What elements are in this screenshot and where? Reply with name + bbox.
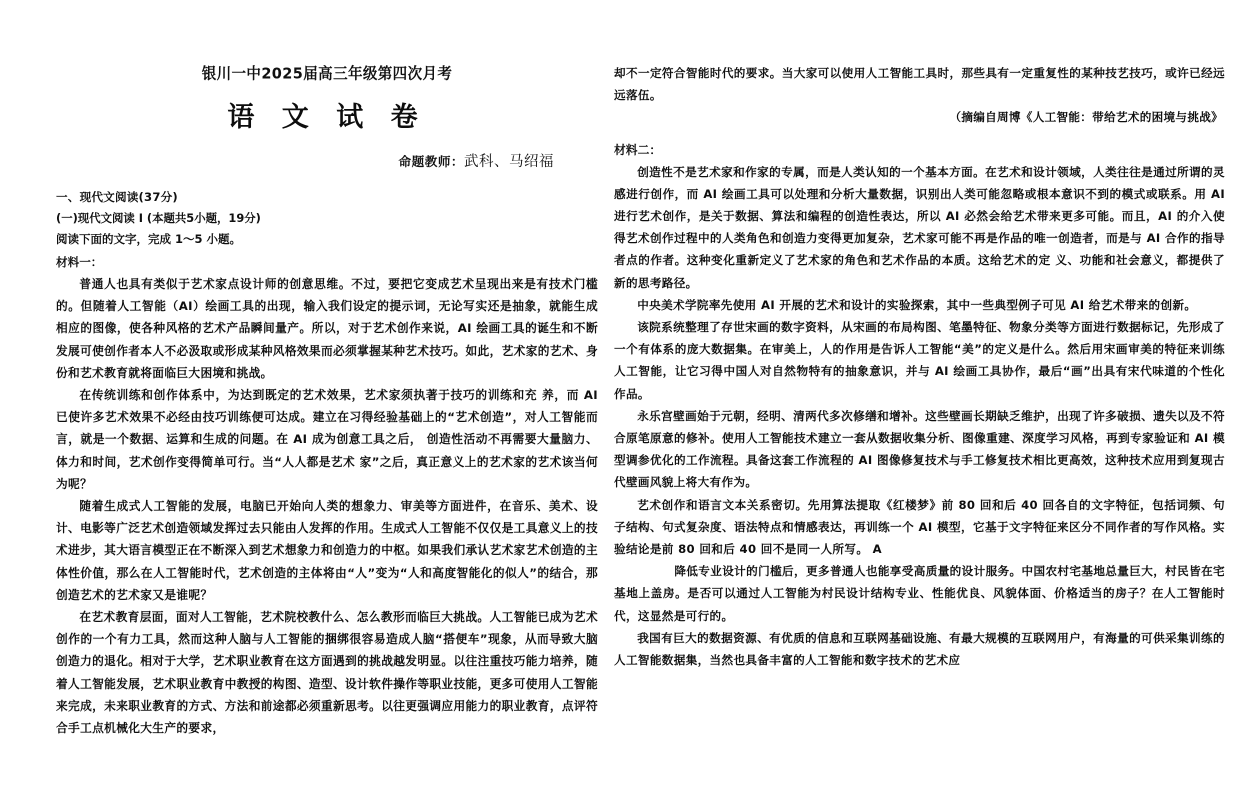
right-column bbox=[612, 0, 1233, 798]
paragraph: 艺术创作和语言文本关系密切。先用算法提取《红楼梦》前 80 回和后 40 回各自的文字特征，包括词频、句子结构、句式复杂度、语法特点和情感表达，再训练一个 AI 模型，它基于文字特征来区分不同作者的写作风格。实验结论是前 80 回和后 40 回不是同一人所写。 A bbox=[614, 497, 1225, 557]
paragraph: 创造性不是艺术家和作家的专属，而是人类认知的一个基本方面。在艺术和设计领域，人类往往是通过所谓的灵感进行创作，而 AI 绘画工具可以处理和分析大量数据，识别出人类可能忽略或根本意识不到的模式或联系。用 AI 进行艺术创作，是关于数据、算法和编程的创造性表达，所以 AI 必然会给艺术带来更多可能。而且，AI 的介入使得艺术创作过程中的人类角色和创造力变得更加复杂，艺术家可能不再是作品的唯一创造者，而是与 AI 合作的指导者点的作者。这种变化重新定义了艺术家的角色和艺术作品的本质。这给艺术的定 义、功能和社会意义，都提供了新的思考路径。 bbox=[614, 164, 1225, 290]
instruction-text: 阅读下面的文字，完成 1～5 小题。 bbox=[56, 232, 242, 246]
paragraph-continuation: 却不一定符合智能时代的要求。当大家可以使用人工智能工具时，那些具有一定重复性的某种技艺技巧，或许已经远远落伍。 bbox=[614, 66, 1225, 103]
paragraph: 永乐宫壁画始于元朝，经明、清两代多次修缮和增补。这些壁画长期缺乏维护，出现了许多破损、遗失以及不符合原笔原意的修补。使用人工智能技术建立一套从数据收集分析、图像重建、深度学习风格，再到专家验证和 AI 模型调参优化的工作流程。具备这套工作流程的 AI 图像修复技术与手工修复技术相比更高效，这种技术应用到复现古代壁画风貌上将大有作为。 bbox=[614, 408, 1225, 490]
teacher-names: 武科、马绍福 bbox=[464, 154, 554, 170]
teacher-label: 命题教师： bbox=[398, 154, 464, 169]
subsection-heading-reading-one: (一)现代文阅读 I (本题共5小题，19分) bbox=[56, 211, 261, 225]
material-one-label: 材料一： bbox=[56, 255, 103, 269]
left-column bbox=[0, 0, 612, 798]
school-exam-line: 银川一中2025届高三年级第四次月考 bbox=[201, 65, 453, 83]
source-citation: （摘编自周博《人工智能：带给艺术的困境与挑战》 bbox=[949, 110, 1223, 125]
paragraph-indented: 降低专业设计的门槛后，更多普通人也能享受高质量的设计服务。中国农村宅基地总量巨大，村民皆在宅基地上盖房。是否可以通过人工智能为村民设计结构专业、性能优良、风貌体面、价格适当的房子？在人工智能时代，这显然是可行的。 bbox=[614, 564, 1225, 623]
material-two-label: 材料二： bbox=[614, 142, 662, 157]
paragraph: 该院系统整理了存世宋画的数字资料，从宋画的布局构图、笔墨特征、物象分类等方面进行数据标记，先形成了一个有体系的庞大数据集。在审美上，人的作用是告诉人工智能“美”的定义是什么。然后用宋画审美的特征来训练人工智能，让它习得中国人对自然物特有的抽象意识，并与 AI 绘画工具协作，最后“画”出具有宋代味道的个性化作品。 bbox=[614, 320, 1225, 401]
page-title: 语 文 试 卷 bbox=[227, 102, 427, 133]
paragraph: 中央美术学院率先使用 AI 开展的艺术和设计的实验探索，其中一些典型例子可见 AI 给艺术带来的创新。 bbox=[637, 297, 1197, 312]
paragraph: 普通人也具有类似于艺术家点设计师的创意思维。不过，要把它变成艺术呈现出来是有技术门槛的。但随着人工智能（AI）绘画工具的出现，输入我们设定的提示词，无论写实还是抽象，就能生成相应的图像，使各种风格的艺术产品瞬间量产。所以，对于艺术创作来说，AI 绘画工具的诞生和不断发展可使创作者本人不必汲取或形成某种风格效果而必须掌握某种艺术技巧。如此，艺术家的艺术、身份和艺术教育就将面临巨大困境和挑战。 bbox=[56, 277, 598, 380]
paragraph-final: 我国有巨大的数据资源、有优质的信息和互联网基础设施、有最大规模的互联网用户，有海量的可供采集训练的人工智能数据集，当然也具备丰富的人工智能和数字技术的艺术应 bbox=[614, 630, 1225, 668]
paragraph: 在传统训练和创作体系中，为达到既定的艺术效果，艺术家须执著于技巧的训练和充 养，而 AI 已使许多艺术效果不必经由技巧训练便可达成。建立在习得经验基础上的“艺术创造”，对人工智能而言，就是一个数据、运算和生成的问题。在 AI 成为创意工具之后， 创造性活动不再需要大量脑力、体力和时间，艺术创作变得简单可行。当“人人都是艺术 家”之后，真正意义上的艺术家的艺术该当何为呢？ bbox=[56, 388, 598, 491]
section-heading-modern-reading: 一、现代文阅读(37分) bbox=[56, 190, 178, 204]
teacher-credit-line bbox=[56, 150, 598, 171]
right-column-body bbox=[614, 0, 1225, 671]
paragraph: 随着生成式人工智能的发展，电脑已开始向人类的想象力、审美等方面进件，在音乐、美术、设计、电影等广泛艺术创造领域发挥过去只能由人发挥的作用。生成式人工智能不仅仅是工具意义上的技术进步，其大语言模型正在不断深入到艺术想象力和创造力的中枢。如果我们承认艺术家艺术创造的主体性价值，那么在人工智能时代，艺术创造的主体将由“人”变为“人和高度智能化的似人”的结合，那创造艺术的艺术家又是谁呢？ bbox=[56, 499, 598, 602]
paragraph: 在艺术教育层面，面对人工智能，艺术院校教什么、怎么教形而临巨大挑战。人工智能已成为艺术创作的一个有力工具，然而这种人脑与人工智能的捆绑很容易造成人脑“搭便车”现象，从而导致大脑创造力的退化。相对于大学，艺术职业教育在这方面遇到的挑战越发明显。以往注重技巧能力培养，随着人工智能发展，艺术职业教育中教授的构图、造型、设计软件操作等职业技能，更多可使用人工智能来完成，未来职业教育的方式、方法和前途都必须重新思考。以往更强调应用能力的职业教育，点评符合手工点机械化大生产的要求， bbox=[56, 610, 598, 736]
